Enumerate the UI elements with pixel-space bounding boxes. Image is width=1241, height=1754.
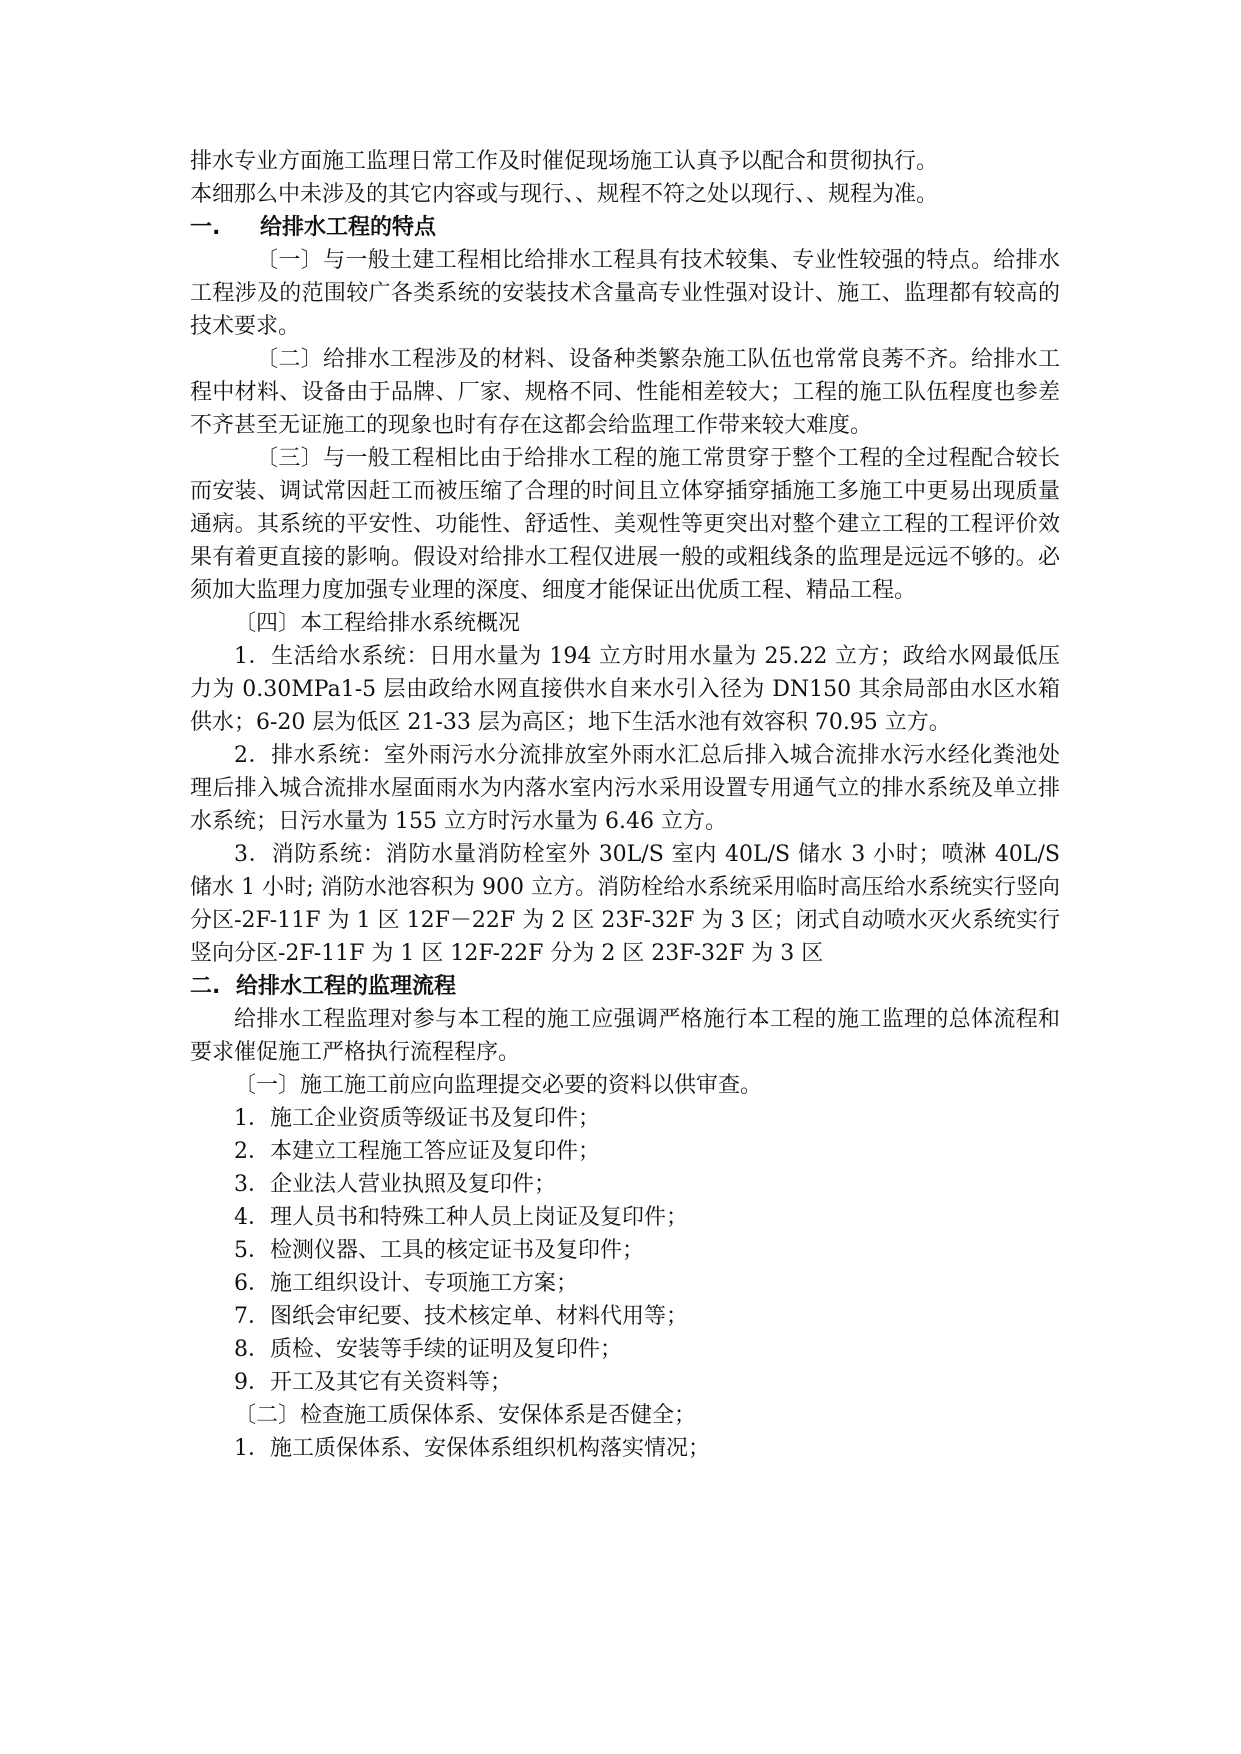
list-item: 6．施工组织设计、专项施工方案； — [234, 1271, 578, 1296]
list-item: 5．检测仪器、工具的核定证书及复印件； — [234, 1238, 644, 1263]
intro-line: 本细那么中未涉及的其它内容或与现行、、规程不符之处以现行、、规程为准。 — [190, 182, 939, 207]
paragraph: 〔三〕与一般工程相比由于给排水工程的施工常贯穿于整个工程的全过程配合较长而安装、调试常因赶工而被压缩了合理的时间且立体穿插穿插施工多施工中更易出现质量通病。其系统的平安性、功能性、舒适性、美观性等更突出对整个建立工程的工程评价效果有着更直接的影响。假设对给排水工程仅进展一般的或粗线条的监理是远远不够的。必须加大监理力度加强专业理的深度、细度才能保证出优质工程、精品工程。 — [190, 446, 1060, 603]
paragraph: 〔一〕与一般土建工程相比给排水工程具有技术较集、专业性较强的特点。给排水工程涉及的范围较广各类系统的安装技术含量高专业性强对设计、施工、监理都有较高的技术要求。 — [190, 248, 1060, 339]
overview-item: 2．排水系统：室外雨污水分流排放室外雨水汇总后排入城合流排水污水经化粪池处理后排入城合流排水屋面雨水为内落水室内污水采用设置专用通气立的排水系统及单立排水系统；日污水量为 155 立方时污水量为 6.46 立方。 — [190, 743, 1060, 834]
subsection-title: 〔二〕检查施工质保体系、安保体系是否健全； — [234, 1403, 697, 1428]
document-body — [190, 145, 1060, 1465]
list-item: 7．图纸会审纪要、技术核定单、材料代用等； — [234, 1304, 688, 1329]
paragraph: 给排水工程监理对参与本工程的施工应强调严格施行本工程的施工监理的总体流程和要求催促施工严格执行流程程序。 — [190, 1007, 1060, 1065]
section-heading-2 — [190, 970, 1060, 1003]
paragraph: 〔二〕给排水工程涉及的材料、设备种类繁杂施工队伍也常常良莠不齐。给排水工程中材料、设备由于品牌、厂家、规格不同、性能相差较大；工程的施工队伍程度也参差不齐甚至无证施工的现象也时有存在这都会给监理工作带来较大难度。 — [190, 347, 1060, 438]
list-item: 4．理人员书和特殊工种人员上岗证及复印件； — [234, 1205, 688, 1230]
list-item: 9．开工及其它有关资料等； — [234, 1370, 512, 1395]
section-title: 给排水工程的监理流程 — [236, 974, 457, 999]
list-item: 2．本建立工程施工答应证及复印件； — [234, 1139, 600, 1164]
list-item: 3．企业法人营业执照及复印件； — [234, 1172, 556, 1197]
list-item: 1．施工质保体系、安保体系组织机构落实情况； — [234, 1436, 710, 1461]
subsection-title: 〔一〕施工施工前应向监理提交必要的资料以供审查。 — [234, 1073, 763, 1098]
section-number: 二. — [190, 974, 221, 999]
section-title: 给排水工程的特点 — [260, 215, 437, 240]
overview-item: 3．消防系统：消防水量消防栓室外 30L/S 室内 40L/S 储水 3 小时；喷淋 40L/S 储水 1 小时; 消防水池容积为 900 立方。消防栓给水系统采用临时高压给水系统实行竖向分区-2F-11F 为 1 区 12F－22F 为 2 区 23F-32F 为 3 区；闭式自动喷水灭火系统实行竖向分区-2F-11F 为 1 区 12F-22F 分为 2 区 23F-32F 为 3 区 — [190, 842, 1060, 966]
list-item: 8．质检、安装等手续的证明及复印件； — [234, 1337, 622, 1362]
overview-item: 1．生活给水系统：日用水量为 194 立方时用水量为 25.22 立方；政给水网最低压力为 0.30MPa1-5 层由政给水网直接供水自来水引入径为 DN150 其余局部由水区水箱供水；6-20 层为低区 21-33 层为高区；地下生活水池有效容积 70.95 立方。 — [190, 644, 1060, 735]
list-item: 1．施工企业资质等级证书及复印件； — [234, 1106, 600, 1131]
section-number: 一. — [190, 215, 221, 240]
section-heading-1 — [190, 211, 1060, 244]
intro-line: 排水专业方面施工监理日常工作及时催促现场施工认真予以配合和贯彻执行。 — [190, 149, 939, 174]
subsection-title: 〔四〕本工程给排水系统概况 — [234, 611, 521, 636]
